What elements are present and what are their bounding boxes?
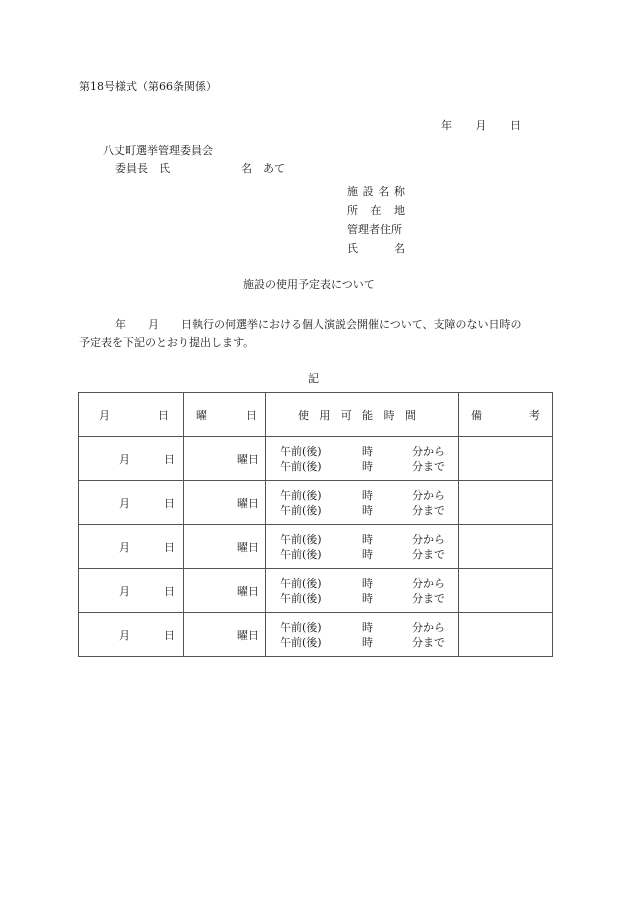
char: 備 (471, 408, 482, 422)
char: 地 (394, 204, 405, 217)
minute-from-label: 分から (412, 620, 445, 634)
time-cell[interactable] (266, 525, 459, 569)
hour-label: 時 (362, 488, 373, 502)
time-cell[interactable] (266, 613, 459, 657)
ampm-label: 午前(後) (280, 635, 322, 649)
remarks-cell[interactable] (459, 525, 553, 569)
ampm-label: 午前(後) (280, 488, 322, 502)
char: 考 (529, 408, 540, 422)
header-remarks (459, 393, 553, 437)
document-title: 施設の使用予定表について (243, 278, 375, 291)
char: 使 (298, 408, 309, 422)
ampm-label: 午前(後) (280, 459, 322, 473)
date-cell[interactable] (79, 481, 184, 525)
form-number: 第18号様式（第66条関係） (79, 80, 217, 93)
header-date (79, 393, 184, 437)
minute-to-label: 分まで (412, 635, 445, 649)
weekday-label: 曜日 (237, 452, 259, 466)
time-cell[interactable] (266, 569, 459, 613)
body-line-2: 予定表を下記のとおり提出します。 (79, 336, 255, 349)
committee-name: 八丈町選挙管理委員会 (103, 144, 213, 157)
month-label: 月 (119, 584, 130, 598)
hour-label: 時 (362, 444, 373, 458)
char: 月 (99, 408, 110, 422)
month-label: 月 (119, 540, 130, 554)
minute-to-label: 分まで (412, 591, 445, 605)
char: 設 (362, 185, 374, 198)
chair-suffix: 名 あて (241, 162, 285, 175)
char: 能 (362, 408, 374, 422)
char: 称 (393, 185, 405, 198)
remarks-cell[interactable] (459, 481, 553, 525)
table-row (79, 613, 553, 657)
remarks-cell[interactable] (459, 437, 553, 481)
ampm-label: 午前(後) (280, 547, 322, 561)
name-label (347, 242, 405, 261)
char: 曜 (196, 408, 207, 422)
char: 用 (319, 408, 331, 422)
minute-from-label: 分から (412, 576, 445, 590)
body-line-1: 年 月 日執行の何選挙における個人演説会開催について、支障のない日時の (115, 318, 522, 331)
char: 時 (383, 408, 395, 422)
char: 可 (340, 408, 352, 422)
chair-prefix: 委員長 氏 (115, 162, 170, 175)
weekday-label: 曜日 (237, 496, 259, 510)
table-row (79, 569, 553, 613)
char: 在 (370, 204, 382, 217)
date-cell[interactable] (79, 525, 184, 569)
minute-from-label: 分から (412, 444, 445, 458)
day-label: 日 (164, 452, 175, 466)
header-row (79, 393, 553, 437)
char: 施 (347, 185, 358, 198)
hour-label: 時 (362, 503, 373, 517)
hour-label: 時 (362, 547, 373, 561)
hour-label: 時 (362, 459, 373, 473)
date-cell[interactable] (79, 569, 184, 613)
sender-block (347, 185, 405, 261)
day-label: 日 (164, 584, 175, 598)
table-row (79, 437, 553, 481)
weekday-cell[interactable] (184, 481, 266, 525)
ampm-label: 午前(後) (280, 620, 322, 634)
date-line (441, 119, 521, 133)
location-label (347, 204, 405, 223)
manager-address-label: 管理者住所 (347, 223, 402, 236)
time-cell[interactable] (266, 437, 459, 481)
hour-label: 時 (362, 635, 373, 649)
table-row (79, 481, 553, 525)
month-label: 月 (119, 628, 130, 642)
hour-label: 時 (362, 532, 373, 546)
minute-to-label: 分まで (412, 503, 445, 517)
weekday-cell[interactable] (184, 569, 266, 613)
weekday-label: 曜日 (237, 628, 259, 642)
header-time (266, 393, 459, 437)
remarks-cell[interactable] (459, 569, 553, 613)
weekday-label: 曜日 (237, 584, 259, 598)
facility-name-label (347, 185, 405, 204)
month-label: 月 (119, 452, 130, 466)
day-label: 日 (510, 119, 521, 132)
hour-label: 時 (362, 591, 373, 605)
day-label: 日 (164, 628, 175, 642)
header-weekday (184, 393, 266, 437)
char: 日 (158, 408, 169, 422)
weekday-cell[interactable] (184, 525, 266, 569)
ampm-label: 午前(後) (280, 503, 322, 517)
remarks-cell[interactable] (459, 613, 553, 657)
minute-from-label: 分から (412, 532, 445, 546)
minute-to-label: 分まで (412, 459, 445, 473)
char: 氏 (347, 242, 358, 255)
minute-from-label: 分から (412, 488, 445, 502)
char: 所 (347, 204, 358, 217)
char: 日 (246, 408, 257, 422)
char: 間 (404, 408, 416, 422)
hour-label: 時 (362, 576, 373, 590)
char: 名 (394, 242, 405, 255)
ki-heading: 記 (308, 372, 319, 385)
year-label: 年 (441, 119, 452, 132)
weekday-cell[interactable] (184, 613, 266, 657)
table-row (79, 525, 553, 569)
hour-label: 時 (362, 620, 373, 634)
day-label: 日 (164, 540, 175, 554)
weekday-cell[interactable] (184, 437, 266, 481)
ampm-label: 午前(後) (280, 444, 322, 458)
date-cell[interactable] (79, 437, 184, 481)
month-label: 月 (475, 119, 487, 132)
ampm-label: 午前(後) (280, 576, 322, 590)
time-cell[interactable] (266, 481, 459, 525)
day-label: 日 (164, 496, 175, 510)
char: 名 (378, 185, 390, 198)
schedule-table (78, 392, 553, 657)
ampm-label: 午前(後) (280, 532, 322, 546)
ampm-label: 午前(後) (280, 591, 322, 605)
date-cell[interactable] (79, 613, 184, 657)
minute-to-label: 分まで (412, 547, 445, 561)
month-label: 月 (119, 496, 130, 510)
weekday-label: 曜日 (237, 540, 259, 554)
